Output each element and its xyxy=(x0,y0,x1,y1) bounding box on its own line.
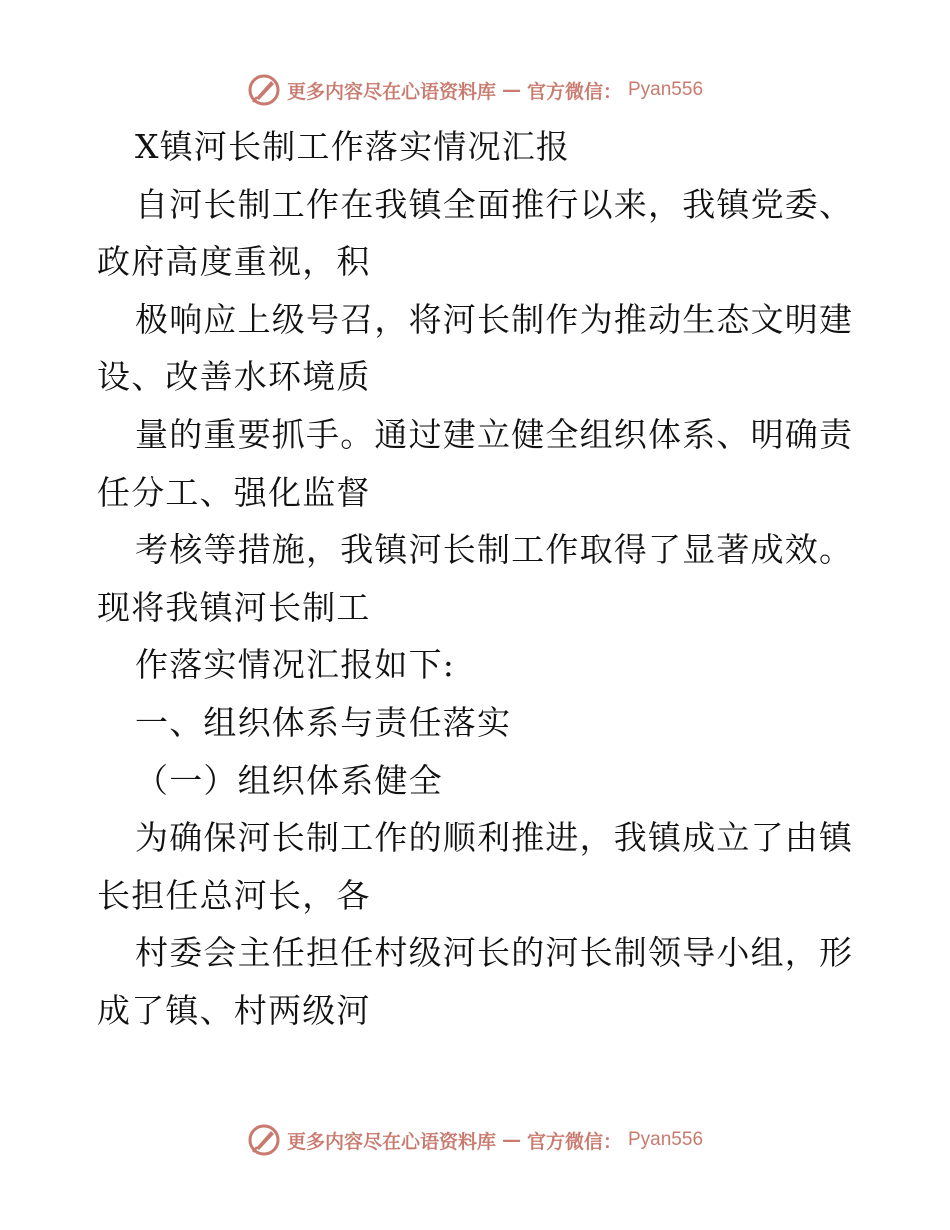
paragraph-line: 量的重要抓手。通过建立健全组织体系、明确责 xyxy=(135,414,854,454)
watermark-wechat-label: 官方微信： xyxy=(526,1130,622,1153)
paragraph-line: 考核等措施，我镇河长制工作取得了显著成效。 xyxy=(135,530,854,570)
paragraph-line: 村委会主任担任村级河长的河长制领导小组，形 xyxy=(135,933,854,973)
paragraph-line: 极响应上级号召，将河长制作为推动生态文明建 xyxy=(135,299,854,339)
paragraph-line: 设、改善水环境质 xyxy=(97,357,371,397)
paragraph-line: 长担任总河长，各 xyxy=(97,875,371,915)
paragraph-line: 成了镇、村两级河 xyxy=(97,990,371,1030)
quill-pen-logo-icon xyxy=(247,73,281,107)
paragraph-line: 作落实情况汇报如下: xyxy=(135,645,456,685)
subsection-heading: （一）组织体系健全 xyxy=(135,760,443,800)
document-title: X镇河长制工作落实情况汇报 xyxy=(135,127,571,166)
watermark-brand-text: 更多内容尽在心语资料库 xyxy=(286,1130,496,1153)
document-body xyxy=(0,118,950,1040)
watermark-separator: — xyxy=(501,79,521,101)
watermark-wechat-label: 官方微信： xyxy=(526,80,622,103)
paragraph-line: 自河长制工作在我镇全面推行以来，我镇党委、 xyxy=(135,184,854,224)
section-heading: 一、组织体系与责任落实 xyxy=(135,702,512,742)
paragraph-line: 为确保河长制工作的顺利推进，我镇成立了由镇 xyxy=(135,818,854,858)
watermark-brand-text: 更多内容尽在心语资料库 xyxy=(286,80,496,103)
paragraph-line: 现将我镇河长制工 xyxy=(97,587,371,627)
watermark-wechat-id: Pyan556 xyxy=(628,79,704,100)
quill-pen-logo-icon xyxy=(247,1123,281,1157)
paragraph-line: 政府高度重视，积 xyxy=(97,242,371,282)
watermark-separator: — xyxy=(501,1129,521,1151)
watermark-wechat-id: Pyan556 xyxy=(628,1129,704,1150)
header-watermark xyxy=(0,70,950,110)
paragraph-line: 任分工、强化监督 xyxy=(97,472,371,512)
footer-watermark xyxy=(0,1120,950,1160)
